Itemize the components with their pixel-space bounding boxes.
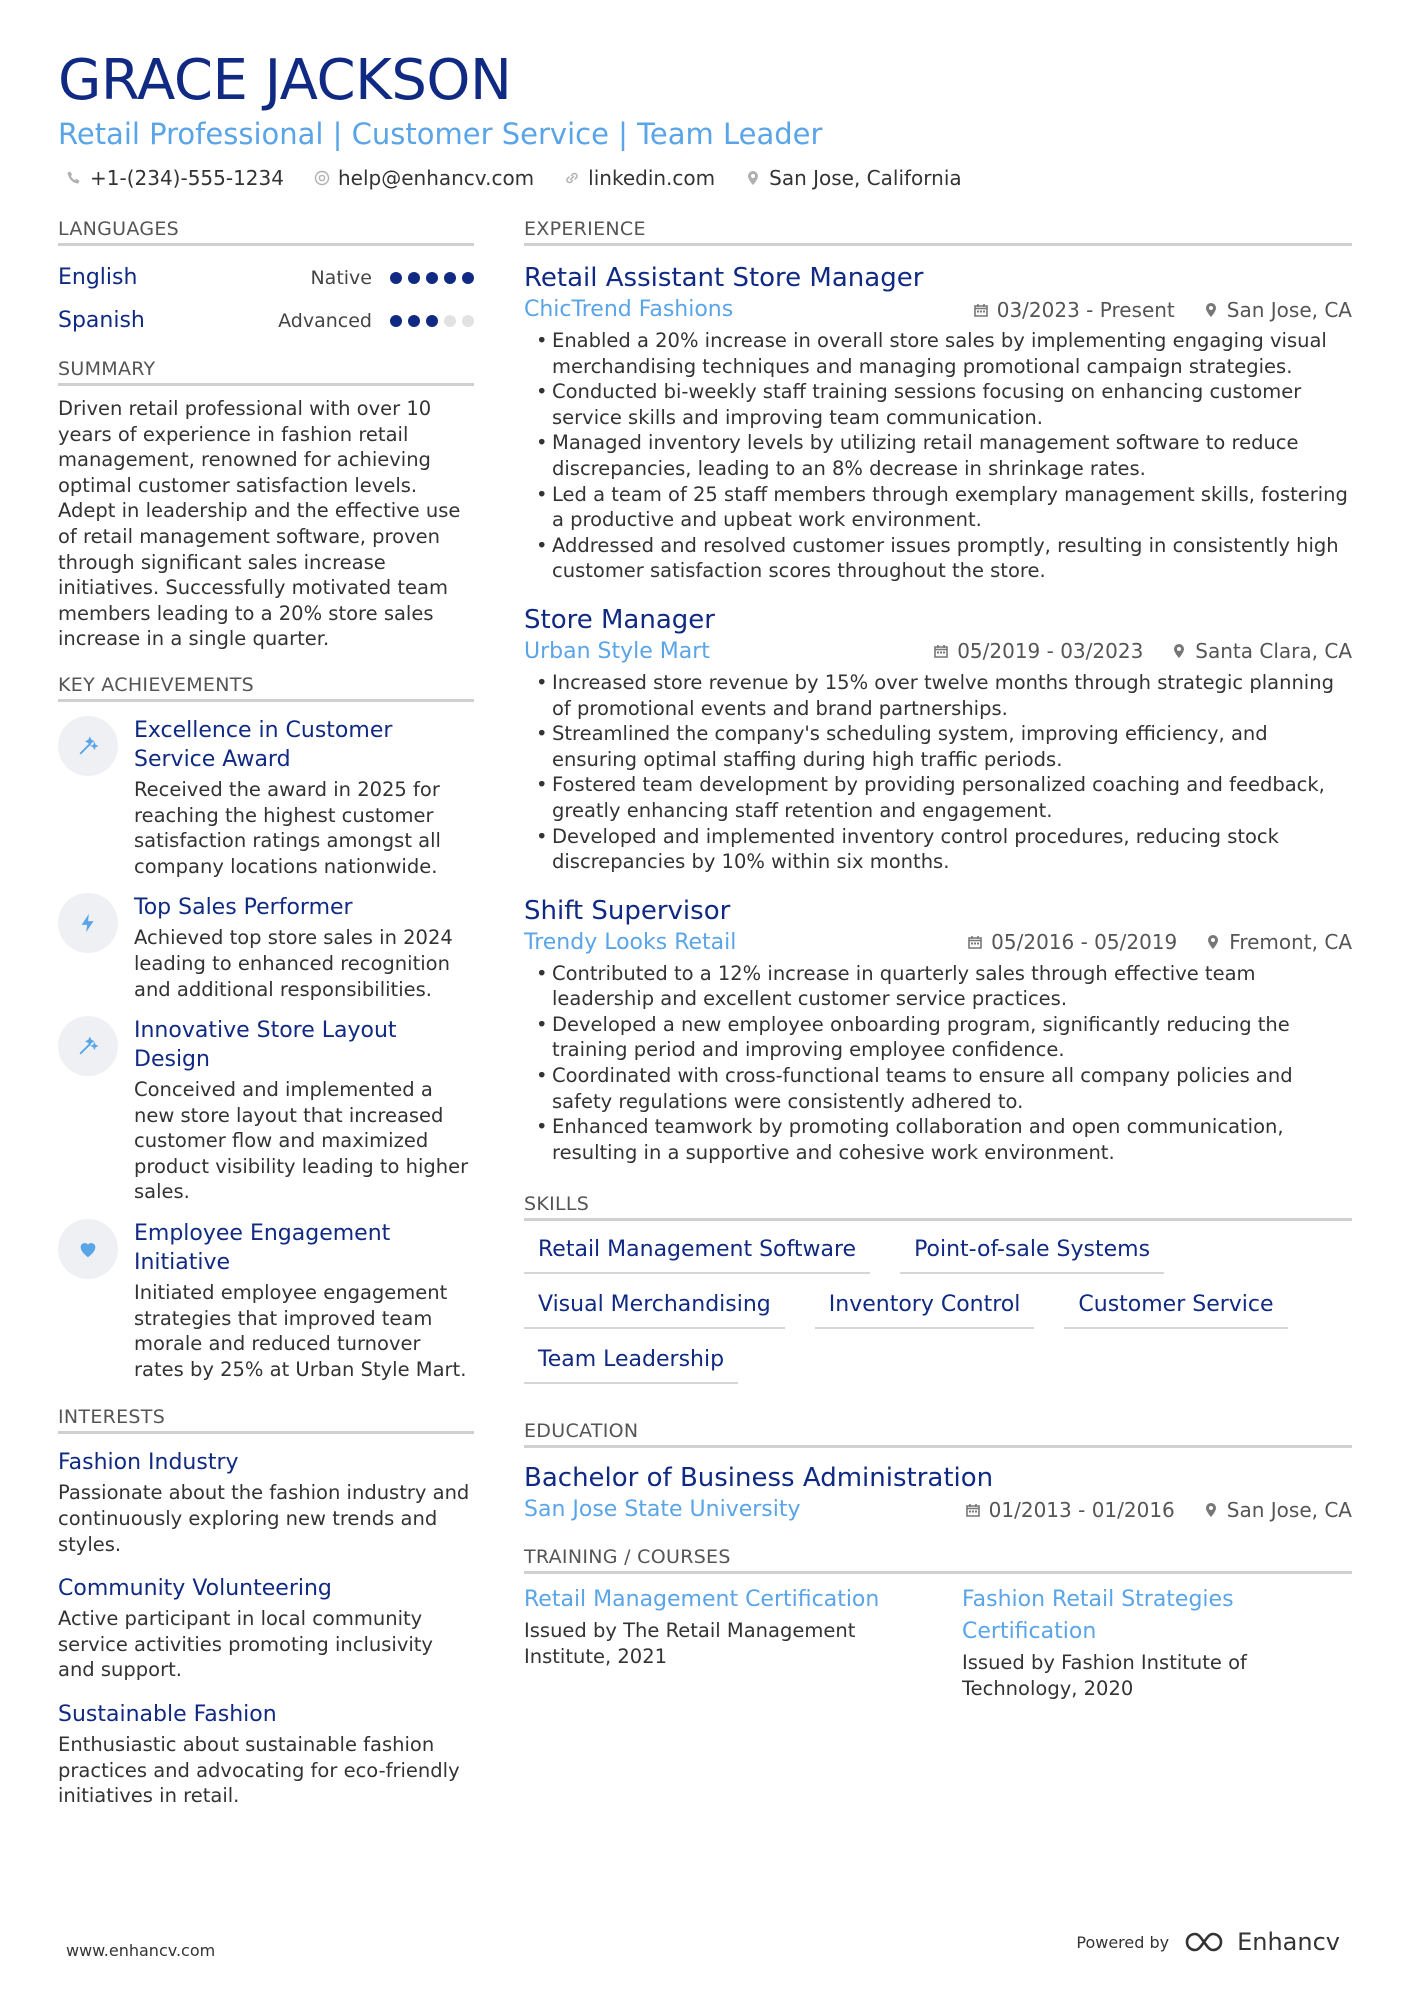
section-title: TRAINING / COURSES <box>524 1544 1352 1574</box>
interest-item <box>58 1574 474 1683</box>
powered-by-label: Powered by <box>1076 1932 1170 1952</box>
rating-dot <box>390 272 402 284</box>
bullet-item: • Coordinated with cross-functional teams to ensure all company policies and safety regulations were consistently adhered to. <box>524 1063 1352 1114</box>
enhancv-logo[interactable] <box>1183 1928 1340 1956</box>
phone-icon <box>66 170 82 186</box>
achievements-section <box>58 672 474 1383</box>
skill-tag: Inventory Control <box>815 1288 1035 1329</box>
location-icon <box>1203 302 1219 318</box>
rating-dot <box>426 272 438 284</box>
experience-item <box>524 893 1352 1166</box>
candidate-name: GRACE JACKSON <box>58 48 512 113</box>
language-name: English <box>58 265 138 290</box>
achievement-item <box>58 1219 474 1382</box>
heart-icon <box>58 1219 118 1279</box>
bullet-item: • Conducted bi-weekly staff training sessions focusing on enhancing customer service skills and improving team communication. <box>524 379 1352 430</box>
course-list <box>524 1584 1352 1701</box>
enhancv-logo-icon <box>1183 1929 1229 1955</box>
education-section <box>524 1418 1352 1522</box>
section-title: SKILLS <box>524 1191 1352 1221</box>
language-name: Spanish <box>58 308 145 333</box>
calendar-icon <box>933 643 949 659</box>
skill-tag: Retail Management Software <box>524 1233 870 1274</box>
course-desc: Issued by Fashion Institute of Technology, 2020 <box>962 1651 1247 1701</box>
bullet-item: • Led a team of 25 staff members through exemplary management skills, fostering a productive and upbeat work environment. <box>524 482 1352 533</box>
experience-item <box>524 602 1352 875</box>
education-dates: 01/2013 - 01/2016 <box>988 1497 1175 1522</box>
bullet-item: • Developed and implemented inventory control procedures, reducing stock discrepancies by 10% within six months. <box>524 824 1352 875</box>
skills-list <box>524 1233 1352 1384</box>
job-title: Store Manager <box>524 604 715 635</box>
right-column <box>524 216 1352 1826</box>
left-column <box>58 216 474 1826</box>
bullet-item: • Fostered team development by providing personalized coaching and feedback, greatly enhancing staff retention and engagement. <box>524 772 1352 823</box>
bullet-item: • Enhanced teamwork by promoting collaboration and open communication, resulting in a supportive and cohesive work environment. <box>524 1114 1352 1165</box>
job-bullets <box>524 328 1352 584</box>
bullet-item: • Streamlined the company's scheduling system, improving efficiency, and ensuring optimal staffing during high traffic periods. <box>524 721 1352 772</box>
language-item <box>58 256 474 299</box>
contact-text: linkedin.com <box>588 166 716 190</box>
contact-bar <box>58 166 1352 190</box>
languages-section <box>58 216 474 342</box>
at-icon <box>314 170 330 186</box>
skill-tag: Visual Merchandising <box>524 1288 785 1329</box>
rating-dot <box>444 272 456 284</box>
job-title: Retail Assistant Store Manager <box>524 263 924 293</box>
header <box>58 48 1352 190</box>
job-dates: 03/2023 - Present <box>996 297 1175 322</box>
section-title: SUMMARY <box>58 356 474 386</box>
contact-location <box>745 166 962 190</box>
interest-desc: Enthusiastic about sustainable fashion practices and advocating for eco-friendly initiatives in retail. <box>58 1733 460 1808</box>
contact-phone[interactable] <box>66 166 284 190</box>
job-location: Santa Clara, CA <box>1195 639 1352 664</box>
bullet-item: • Addressed and resolved customer issues promptly, resulting in consistently high customer satisfaction scores throughout the store. <box>524 533 1352 584</box>
wand-icon <box>58 716 118 776</box>
skills-section <box>524 1191 1352 1384</box>
education-location: San Jose, CA <box>1226 1497 1352 1522</box>
school-name: San Jose State University <box>524 1497 801 1523</box>
location-icon <box>745 170 761 186</box>
contact-email[interactable] <box>314 166 534 190</box>
company-name: Trendy Looks Retail <box>524 929 737 955</box>
rating-dot <box>444 315 456 327</box>
achievement-title: Excellence in Customer Service Award <box>134 717 393 772</box>
footer-branding <box>1076 1928 1340 1956</box>
calendar-icon <box>965 1502 981 1518</box>
interest-desc: Active participant in local community service activities promoting inclusivity and support. <box>58 1607 433 1682</box>
achievement-title: Top Sales Performer <box>134 895 353 921</box>
skill-tag: Point-of-sale Systems <box>900 1233 1164 1274</box>
interest-title: Community Volunteering <box>58 1576 332 1602</box>
achievement-desc: Received the award in 2025 for reaching the highest customer satisfaction ratings amongst all company locations nationwide. <box>134 777 441 878</box>
company-name: Urban Style Mart <box>524 638 710 664</box>
rating-dot <box>390 315 402 327</box>
rating-dot <box>462 315 474 327</box>
location-icon <box>1203 1502 1219 1518</box>
contact-text: +1-(234)-555-1234 <box>90 166 284 190</box>
footer-website[interactable]: www.enhancv.com <box>66 1941 216 1960</box>
bullet-item: • Increased store revenue by 15% over twelve months through strategic planning of promotional events and brand partnerships. <box>524 670 1352 721</box>
calendar-icon <box>973 302 989 318</box>
experience-section <box>524 216 1352 1165</box>
language-item <box>58 299 474 342</box>
course-item <box>962 1584 1352 1701</box>
summary-section <box>58 356 474 652</box>
achievement-title: Innovative Store Layout Design <box>134 1018 397 1073</box>
skill-tag: Team Leadership <box>524 1343 738 1384</box>
skill-tag: Customer Service <box>1064 1288 1287 1329</box>
job-location: San Jose, CA <box>1226 297 1352 322</box>
training-section <box>524 1544 1352 1701</box>
headline: Retail Professional | Customer Service | Team Leader <box>58 117 823 151</box>
job-dates: 05/2019 - 03/2023 <box>957 639 1144 664</box>
language-rating <box>390 272 474 284</box>
section-title: KEY ACHIEVEMENTS <box>58 672 474 702</box>
experience-item <box>524 260 1352 584</box>
contact-linkedin[interactable] <box>564 166 715 190</box>
job-bullets <box>524 961 1352 1166</box>
contact-text: San Jose, California <box>769 166 962 190</box>
degree-title: Bachelor of Business Administration <box>524 1463 994 1494</box>
rating-dot <box>408 315 420 327</box>
interest-item <box>58 1700 474 1809</box>
interest-desc: Passionate about the fashion industry and continuously exploring new trends and styles. <box>58 1481 470 1556</box>
interests-section <box>58 1404 474 1808</box>
achievement-item <box>58 893 474 1002</box>
company-name: ChicTrend Fashions <box>524 297 734 322</box>
rating-dot <box>408 272 420 284</box>
language-rating <box>390 315 474 327</box>
achievement-desc: Conceived and implemented a new store layout that increased customer flow and maximized product visibility leading to higher sales. <box>134 1078 469 1204</box>
language-level: Native <box>310 266 372 289</box>
achievement-item <box>58 1016 474 1205</box>
interest-title: Sustainable Fashion <box>58 1702 277 1727</box>
achievement-item <box>58 716 474 879</box>
job-bullets <box>524 670 1352 875</box>
course-item <box>524 1584 914 1701</box>
job-title: Shift Supervisor <box>524 895 731 926</box>
contact-text: help@enhancv.com <box>337 166 535 190</box>
bullet-item: • Enabled a 20% increase in overall store sales by implementing engaging visual merchandising techniques and managing promotional campaign strategies. <box>524 328 1352 379</box>
bullet-item: • Developed a new employee onboarding program, significantly reducing the training period and improving employee confidence. <box>524 1012 1352 1063</box>
section-title: EDUCATION <box>524 1418 1352 1448</box>
link-icon <box>564 170 580 186</box>
achievement-title: Employee Engagement Initiative <box>134 1221 391 1276</box>
achievement-desc: Achieved top store sales in 2024 leading to enhanced recognition and additional responsibilities. <box>134 926 453 1001</box>
job-dates: 05/2016 - 05/2019 <box>991 930 1178 955</box>
wand-icon <box>58 1016 118 1076</box>
location-icon <box>1171 643 1187 659</box>
language-level: Advanced <box>278 309 372 332</box>
section-title: INTERESTS <box>58 1404 474 1434</box>
calendar-icon <box>967 934 983 950</box>
location-icon <box>1205 934 1221 950</box>
rating-dot <box>426 315 438 327</box>
interest-item <box>58 1448 474 1557</box>
achievement-desc: Initiated employee engagement strategies that improved team morale and reduced turnover rates by 25% at Urban Style Mart. <box>134 1281 467 1381</box>
rating-dot <box>462 272 474 284</box>
course-desc: Issued by The Retail Management Institute, 2021 <box>524 1619 856 1669</box>
interest-title: Fashion Industry <box>58 1450 239 1476</box>
content-columns <box>58 216 1352 1826</box>
section-title: LANGUAGES <box>58 216 474 246</box>
bullet-item: • Contributed to a 12% increase in quarterly sales through effective team leadership and excellent customer service practices. <box>524 961 1352 1012</box>
bolt-icon <box>58 893 118 953</box>
bullet-item: • Managed inventory levels by utilizing retail management software to reduce discrepancies, leading to an 8% decrease in shrinkage rates. <box>524 430 1352 481</box>
section-title: EXPERIENCE <box>524 216 1352 246</box>
course-title: Fashion Retail Strategies Certification <box>962 1587 1234 1645</box>
summary-text: Driven retail professional with over 10 years of experience in fashion retail management, renowned for achieving optimal customer satisfaction levels. Adept in leadership and the effective use of retail management software, proven through significant sales increase initiatives. Successfully motivated team members leading to a 20% store sales increase in a single quarter. <box>58 397 461 651</box>
job-location: Fremont, CA <box>1229 930 1352 955</box>
brand-name: Enhancv <box>1237 1928 1340 1956</box>
course-title: Retail Management Certification <box>524 1587 880 1613</box>
